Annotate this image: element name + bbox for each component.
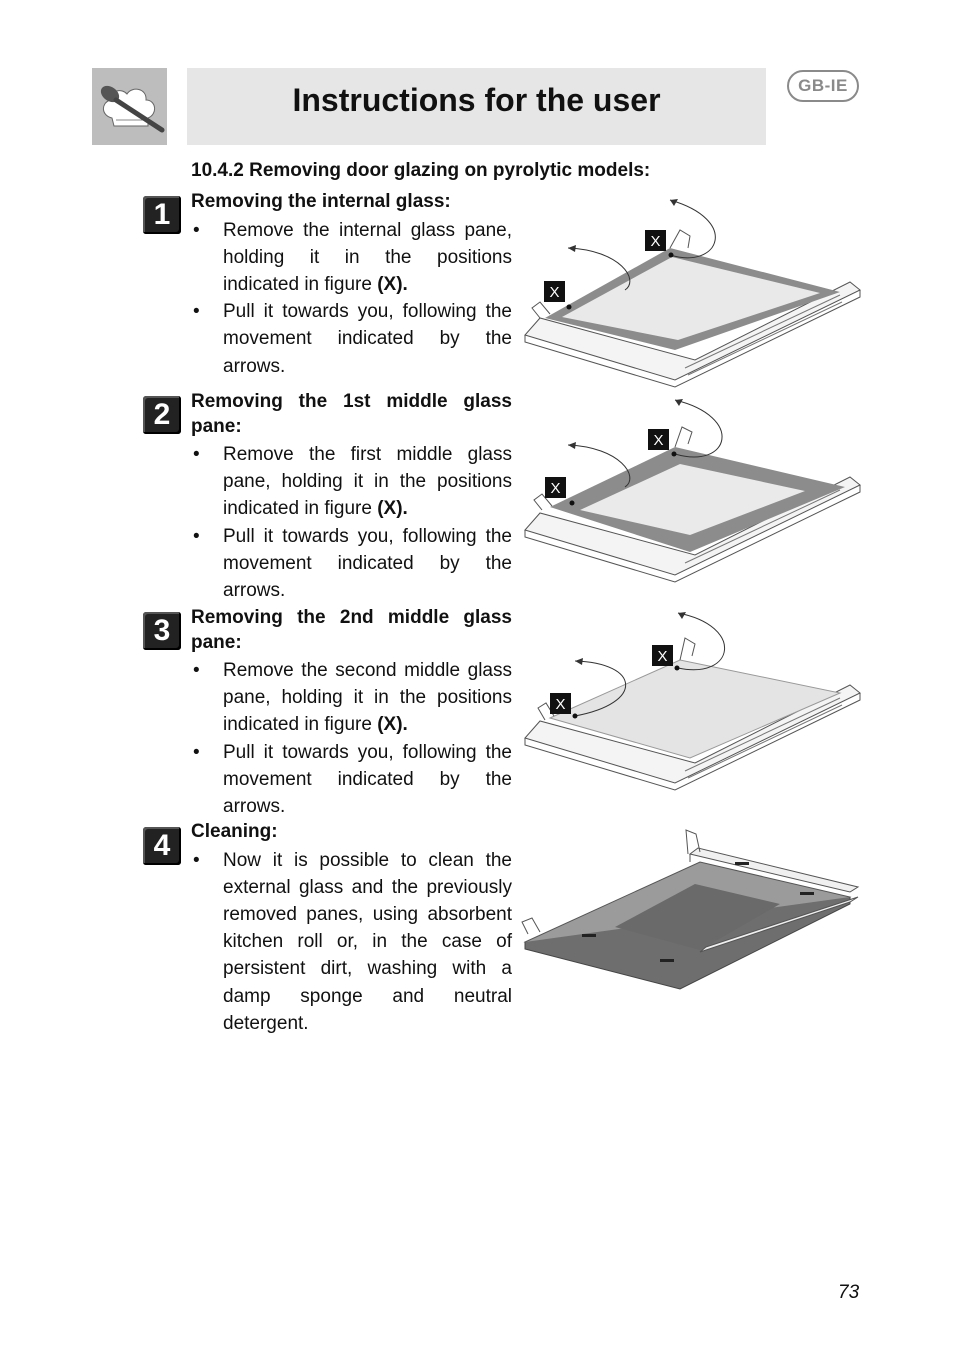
bullet-item: • Pull it towards you, following the movement indicated by the arrows. bbox=[191, 298, 512, 380]
step-3-text bbox=[191, 606, 512, 820]
bullet-item: • Pull it towards you, following the movement indicated by the arrows. bbox=[191, 523, 512, 605]
page-title: Instructions for the user bbox=[292, 82, 661, 118]
figure-remove-2nd-middle-glass bbox=[520, 608, 865, 793]
step-title: Removing the 1st middle glass pane: bbox=[191, 391, 512, 437]
step-title: Cleaning: bbox=[191, 821, 278, 842]
step-number-badge: 4 bbox=[143, 827, 181, 865]
logo bbox=[92, 68, 167, 145]
step-4-text bbox=[191, 820, 512, 1037]
bullet-item: • Remove the internal glass pane, holding it in the positions indicated in figure (X). bbox=[191, 217, 512, 299]
bullet-item: • Now it is possible to clean the external glass and the previously removed panes, using absorbent kitchen roll or, in the case of persistent dirt, washing with a damp sponge and neutral detergent. bbox=[191, 847, 512, 1037]
language-badge: GB-IE bbox=[787, 70, 859, 102]
step-title: Removing the internal glass: bbox=[191, 191, 451, 212]
bullet-item: • Remove the first middle glass pane, holding it in the positions indicated in figure (X). bbox=[191, 441, 512, 523]
figure-marker-label: X bbox=[549, 284, 560, 301]
page-number: 73 bbox=[838, 1282, 860, 1303]
step-1-text bbox=[191, 190, 512, 380]
chef-hat-spoon-icon bbox=[92, 68, 167, 145]
figure-marker-label: X bbox=[550, 480, 561, 497]
step-title: Removing the 2nd middle glass pane: bbox=[191, 607, 512, 653]
bullet-item: • Pull it towards you, following the movement indicated by the arrows. bbox=[191, 739, 512, 821]
figure-marker-label: X bbox=[657, 648, 668, 665]
section-heading: 10.4.2 Removing door glazing on pyrolytic models: bbox=[191, 160, 651, 181]
figure-remove-internal-glass bbox=[520, 190, 865, 390]
step-2-text bbox=[191, 390, 512, 604]
figure-marker-label: X bbox=[650, 233, 661, 250]
figure-marker-label: X bbox=[653, 432, 664, 449]
figure-remove-1st-middle-glass bbox=[520, 392, 865, 592]
step-number-badge: 1 bbox=[143, 196, 181, 234]
figure-cleaning-external-glass bbox=[520, 822, 865, 1002]
step-number-badge: 3 bbox=[143, 612, 181, 650]
header-bar bbox=[187, 68, 766, 145]
step-number-badge: 2 bbox=[143, 396, 181, 434]
bullet-item: • Remove the second middle glass pane, holding it in the positions indicated in figure (X). bbox=[191, 657, 512, 739]
figure-marker-label: X bbox=[555, 696, 566, 713]
